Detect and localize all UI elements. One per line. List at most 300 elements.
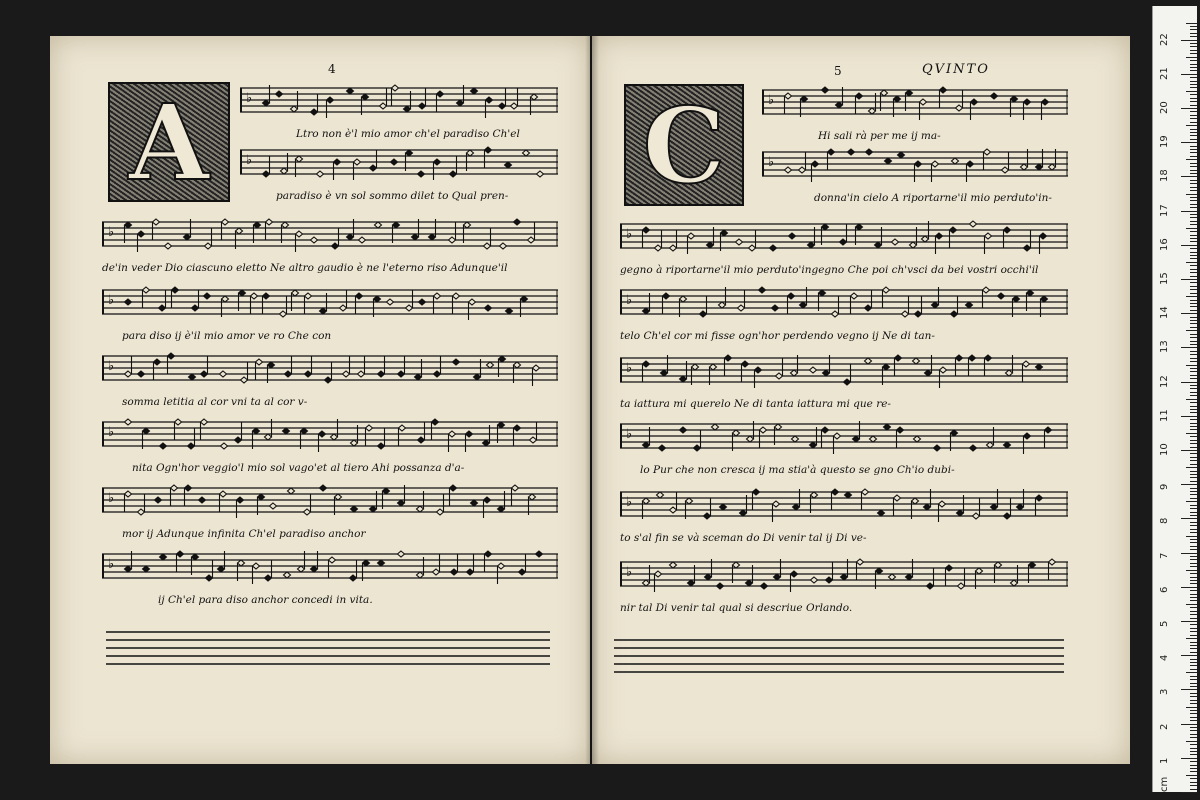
note-icon	[848, 149, 855, 155]
ruler-tick	[1186, 638, 1197, 639]
note-icon	[487, 362, 494, 368]
ruler-tick	[1190, 573, 1197, 574]
ruler-tick	[1190, 395, 1197, 396]
ruler-tick	[1181, 553, 1197, 554]
note-icon	[934, 445, 941, 451]
ruler-tick	[1190, 351, 1197, 352]
flat-sign-icon: ♭	[108, 293, 115, 308]
ruler-tick	[1190, 652, 1197, 653]
lyric-line: paradiso è vn sol sommo dilet to Qual pren-	[276, 190, 509, 202]
ruler-tick	[1186, 570, 1197, 571]
note-icon	[199, 497, 206, 503]
ruler-tick	[1190, 323, 1197, 324]
note-icon	[753, 489, 760, 510]
note-icon	[165, 243, 172, 249]
ruler-tick	[1190, 778, 1197, 779]
note-icon	[387, 299, 394, 305]
ruler-tick	[1190, 628, 1197, 629]
ruler-tick	[1190, 303, 1197, 304]
note-icon	[826, 562, 833, 583]
note-icon	[511, 88, 518, 109]
note-icon	[265, 560, 272, 581]
note-icon	[1004, 498, 1011, 519]
ruler-tick	[1190, 235, 1197, 236]
note-icon	[418, 171, 425, 177]
ruler-number: 18	[1159, 169, 1170, 183]
note-icon	[920, 99, 927, 120]
note-icon	[865, 358, 872, 364]
ruler-tick	[1190, 440, 1197, 441]
note-icon	[359, 237, 366, 243]
ruler-number: 3	[1159, 689, 1170, 696]
empty-staff	[106, 628, 550, 672]
note-icon	[712, 424, 719, 430]
ruler-tick	[1190, 730, 1197, 731]
note-icon	[251, 293, 258, 314]
lyric-line: Ltro non è'l mio amor ch'el paradiso Ch'el	[296, 128, 520, 140]
note-icon	[519, 554, 526, 575]
ruler-tick	[1190, 607, 1197, 608]
note-icon	[177, 551, 184, 572]
flat-sign-icon: ♭	[626, 227, 633, 242]
note-icon	[834, 433, 841, 454]
lyric-line: Hi sali rà per me ij ma-	[818, 130, 941, 142]
note-icon	[967, 161, 974, 182]
note-icon	[1042, 99, 1049, 120]
note-icon	[399, 425, 406, 446]
ruler-tick	[1190, 60, 1197, 61]
ruler-tick	[1181, 347, 1197, 348]
ruler-tick	[1190, 258, 1197, 259]
note-icon	[530, 422, 537, 443]
flat-sign-icon: ♭	[108, 425, 115, 440]
ruler-tick	[1190, 337, 1197, 338]
ruler-tick	[1190, 737, 1197, 738]
ruler-tick	[1190, 761, 1197, 762]
ruler-tick	[1190, 306, 1197, 307]
ruler-unit: cm	[1159, 776, 1170, 792]
note-icon	[857, 559, 864, 580]
ruler-tick	[1181, 313, 1197, 314]
ruler-number: 2	[1159, 723, 1170, 730]
note-icon	[663, 293, 670, 314]
note-icon	[704, 498, 711, 519]
ruler-tick	[1181, 450, 1197, 451]
ruler-number: 9	[1159, 483, 1170, 491]
ruler-tick	[1190, 522, 1197, 523]
note-icon	[914, 436, 921, 442]
ruler-tick	[1190, 111, 1197, 112]
note-icon	[983, 287, 990, 308]
note-icon	[772, 305, 779, 311]
ruler-tick	[1181, 416, 1197, 417]
note-icon	[450, 156, 457, 177]
note-icon	[884, 424, 891, 430]
note-icon	[736, 239, 743, 245]
note-icon	[966, 302, 973, 308]
ruler-tick	[1190, 371, 1197, 372]
note-icon	[358, 356, 365, 377]
note-icon	[406, 290, 413, 311]
note-icon	[288, 488, 295, 494]
ruler-tick	[1190, 139, 1197, 140]
ruler-tick	[1190, 354, 1197, 355]
ruler-tick	[1190, 594, 1197, 595]
note-icon	[952, 158, 959, 164]
ruler-tick	[1190, 385, 1197, 386]
ruler-tick	[1181, 176, 1197, 177]
ruler-tick	[1190, 686, 1197, 687]
note-icon	[913, 358, 920, 364]
ruler-tick	[1181, 108, 1197, 109]
flat-sign-icon: ♭	[246, 153, 253, 168]
ruler-tick	[1190, 717, 1197, 718]
ruler-tick	[1190, 129, 1197, 130]
note-icon	[237, 497, 244, 518]
ruler-tick	[1190, 765, 1197, 766]
lyric-line: para diso ij è'il mio amor ve ro Che con	[122, 330, 332, 342]
note-icon	[939, 501, 946, 522]
ruler-tick	[1190, 515, 1197, 516]
ruler-tick	[1190, 163, 1197, 164]
note-icon	[655, 230, 662, 251]
note-icon	[451, 554, 458, 575]
ruler-tick	[1190, 101, 1197, 102]
note-icon	[366, 425, 373, 446]
note-icon	[851, 293, 858, 314]
note-icon	[940, 87, 947, 108]
note-icon	[325, 362, 332, 383]
ruler-tick	[1186, 501, 1197, 502]
ruler-tick	[1181, 245, 1197, 246]
ruler-tick	[1190, 577, 1197, 578]
note-icon	[138, 371, 145, 377]
ruler-tick	[1190, 542, 1197, 543]
note-icon	[717, 583, 724, 589]
ruler-tick	[1181, 484, 1197, 485]
ruler-tick	[1190, 84, 1197, 85]
ruler-tick	[1190, 375, 1197, 376]
ruler-tick	[1190, 293, 1197, 294]
ruler-tick	[1186, 23, 1197, 24]
flat-sign-icon: ♭	[626, 495, 633, 510]
note-icon	[885, 158, 892, 164]
ruler-tick	[1186, 57, 1197, 58]
note-icon	[485, 147, 492, 168]
note-icon	[350, 560, 357, 581]
note-icon	[185, 485, 192, 506]
note-icon	[760, 427, 767, 448]
note-icon	[304, 494, 311, 515]
note-icon	[523, 150, 530, 156]
measuring-ruler	[1152, 6, 1197, 792]
ruler-tick	[1190, 358, 1197, 359]
note-icon	[506, 308, 513, 314]
ruler-tick	[1190, 703, 1197, 704]
ruler-tick	[1190, 241, 1197, 242]
ruler-tick	[1190, 642, 1197, 643]
note-icon	[241, 362, 248, 383]
ruler-tick	[1190, 546, 1197, 547]
ruler-tick	[1190, 170, 1197, 171]
note-icon	[970, 221, 977, 227]
ruler-tick	[1190, 238, 1197, 239]
ruler-tick	[1186, 536, 1197, 537]
note-icon	[655, 571, 662, 592]
ruler-number: 8	[1159, 518, 1170, 525]
note-icon	[865, 290, 872, 311]
note-icon	[822, 87, 829, 93]
ruler-tick	[1190, 282, 1197, 283]
ruler-tick	[1190, 43, 1197, 44]
note-icon	[894, 495, 901, 516]
note-icon	[205, 228, 212, 249]
ruler-tick	[1190, 224, 1197, 225]
note-icon	[969, 355, 976, 376]
note-icon	[1024, 99, 1031, 120]
ruler-tick	[1190, 498, 1197, 499]
lyric-line: mor ij Adunque infinita Ch'el paradiso anchor	[122, 528, 366, 540]
ruler-tick	[1190, 87, 1197, 88]
ruler-tick	[1190, 635, 1197, 636]
note-icon	[643, 361, 650, 382]
ruler-number: 16	[1159, 238, 1170, 251]
lyric-line: somma letitia al cor vni ta al cor v-	[122, 396, 308, 408]
note-icon	[220, 371, 227, 377]
flat-sign-icon: ♭	[246, 91, 253, 106]
note-icon	[533, 365, 540, 386]
flat-sign-icon: ♭	[108, 359, 115, 374]
ruler-tick	[1190, 286, 1197, 287]
flat-sign-icon: ♭	[768, 155, 775, 170]
ruler-tick	[1181, 689, 1197, 690]
note-icon	[484, 497, 491, 518]
ruler-tick	[1190, 334, 1197, 335]
ruler-tick	[1190, 77, 1197, 78]
ruler-tick	[1190, 173, 1197, 174]
note-icon	[932, 161, 939, 182]
ruler-tick	[1190, 481, 1197, 482]
ruler-number: 11	[1159, 409, 1170, 422]
note-icon	[971, 99, 978, 120]
ruler-number: 12	[1159, 374, 1170, 388]
ruler-tick	[1190, 696, 1197, 697]
ruler-tick	[1190, 252, 1197, 253]
note-icon	[883, 287, 890, 308]
ruler-number: 21	[1159, 67, 1170, 80]
ruler-tick	[1190, 183, 1197, 184]
note-icon	[878, 510, 885, 516]
note-icon	[643, 227, 650, 248]
lyric-line: donna'in cielo A riportarne'il mio perduto'in-	[814, 192, 1052, 204]
ruler-tick	[1190, 600, 1197, 601]
initial-letter: C	[642, 84, 726, 206]
note-icon	[434, 293, 441, 314]
note-icon	[317, 171, 324, 177]
note-icon	[270, 503, 277, 509]
note-icon	[659, 445, 666, 451]
note-icon	[536, 551, 543, 557]
note-icon	[125, 419, 132, 425]
page-number-right: 5	[834, 64, 842, 78]
note-icon	[844, 364, 851, 385]
ruler-tick	[1186, 399, 1197, 400]
ruler-tick	[1190, 464, 1197, 465]
ruler-tick	[1190, 149, 1197, 150]
note-icon	[514, 425, 521, 446]
note-icon	[256, 359, 263, 380]
note-icon	[785, 93, 792, 114]
note-icon	[453, 293, 460, 314]
ruler-tick	[1190, 614, 1197, 615]
note-icon	[419, 299, 426, 305]
ruler-tick	[1190, 590, 1197, 591]
ruler-tick	[1190, 539, 1197, 540]
note-icon	[235, 422, 242, 443]
ruler-tick	[1190, 327, 1197, 328]
note-icon	[469, 299, 476, 320]
ruler-tick	[1186, 262, 1197, 263]
ruler-number: 22	[1159, 32, 1170, 46]
ruler-tick	[1190, 368, 1197, 369]
ruler-tick	[1190, 310, 1197, 311]
ruler-tick	[1190, 710, 1197, 711]
ruler-tick	[1190, 559, 1197, 560]
ruler-tick	[1190, 471, 1197, 472]
lyric-line: nir tal Di venir tal qual si descriue Orlando.	[620, 602, 853, 614]
note-icon	[305, 356, 312, 377]
lyric-line: nita Ogn'hor veggio'l mio sol vago'et al tiero Ahi possanza d'a-	[132, 462, 465, 474]
ruler-tick	[1190, 70, 1197, 71]
ruler-tick	[1190, 289, 1197, 290]
note-icon	[792, 436, 799, 442]
note-icon	[810, 367, 817, 373]
ruler-tick	[1186, 604, 1197, 605]
note-icon	[776, 358, 783, 379]
note-icon	[222, 219, 229, 240]
note-icon	[263, 293, 270, 314]
note-icon	[680, 427, 687, 433]
note-icon	[773, 501, 780, 522]
note-icon	[433, 554, 440, 575]
note-icon	[984, 149, 991, 170]
ruler-tick	[1190, 727, 1197, 728]
note-icon	[812, 161, 819, 182]
ruler-tick	[1190, 768, 1197, 769]
note-icon	[329, 557, 336, 578]
ruler-tick	[1190, 525, 1197, 526]
note-icon	[351, 506, 358, 512]
note-icon	[276, 91, 283, 97]
note-icon	[266, 219, 273, 240]
note-icon	[171, 485, 178, 506]
ruler-tick	[1190, 436, 1197, 437]
ruler-tick	[1190, 221, 1197, 222]
note-icon	[738, 290, 745, 311]
note-icon	[154, 359, 161, 380]
note-icon	[471, 88, 478, 94]
ruler-tick	[1190, 532, 1197, 533]
note-icon	[791, 571, 798, 592]
ruler-tick	[1190, 683, 1197, 684]
note-icon	[432, 419, 439, 440]
note-icon	[500, 243, 507, 249]
note-icon	[188, 428, 195, 449]
ruler-number: 1	[1159, 757, 1170, 764]
note-icon	[840, 224, 847, 245]
ruler-tick	[1190, 187, 1197, 188]
note-icon	[453, 359, 460, 365]
note-icon	[484, 228, 491, 249]
ruler-number: 14	[1159, 306, 1170, 320]
ruler-tick	[1190, 669, 1197, 670]
note-icon	[670, 492, 677, 513]
ruler-tick	[1190, 98, 1197, 99]
note-icon	[138, 494, 145, 515]
ruler-number: 13	[1159, 340, 1170, 354]
note-icon	[950, 227, 957, 248]
note-icon	[688, 233, 695, 254]
ruler-tick	[1190, 556, 1197, 557]
ruler-tick	[1190, 207, 1197, 208]
note-icon	[799, 152, 806, 173]
note-icon	[434, 159, 441, 180]
running-head: QVINTO	[922, 62, 990, 77]
ruler-tick	[1190, 94, 1197, 95]
note-icon	[391, 159, 398, 165]
ruler-tick	[1190, 734, 1197, 735]
note-icon	[828, 149, 835, 170]
ruler-tick	[1190, 447, 1197, 448]
note-icon	[785, 167, 792, 173]
ruler-tick	[1190, 265, 1197, 266]
page-number-left: 4	[328, 62, 336, 76]
note-icon	[437, 91, 444, 112]
note-icon	[1045, 427, 1052, 448]
note-icon	[204, 293, 211, 299]
ruler-tick	[1190, 423, 1197, 424]
ruler-tick	[1190, 676, 1197, 677]
note-icon	[973, 498, 980, 519]
note-icon	[380, 88, 387, 109]
note-icon	[125, 356, 132, 377]
ruler-tick	[1190, 580, 1197, 581]
note-icon	[296, 231, 303, 252]
ruler-tick	[1190, 53, 1197, 54]
ruler-tick	[1186, 228, 1197, 229]
note-icon	[670, 230, 677, 251]
note-icon	[512, 485, 519, 506]
ruler-tick	[1190, 402, 1197, 403]
note-icon	[449, 222, 456, 243]
note-icon	[356, 293, 363, 314]
note-icon	[125, 491, 132, 512]
ruler-tick	[1181, 655, 1197, 656]
ruler-tick	[1190, 67, 1197, 68]
note-icon	[856, 93, 863, 114]
ruler-tick	[1190, 146, 1197, 147]
ruler-tick	[1190, 132, 1197, 133]
note-icon	[832, 296, 839, 317]
note-icon	[319, 431, 326, 452]
ruler-tick	[1190, 412, 1197, 413]
ruler-tick	[1181, 382, 1197, 383]
ruler-number: 4	[1159, 654, 1170, 662]
ruler-tick	[1190, 611, 1197, 612]
flat-sign-icon: ♭	[108, 225, 115, 240]
ruler-tick	[1190, 409, 1197, 410]
note-icon	[528, 222, 535, 243]
